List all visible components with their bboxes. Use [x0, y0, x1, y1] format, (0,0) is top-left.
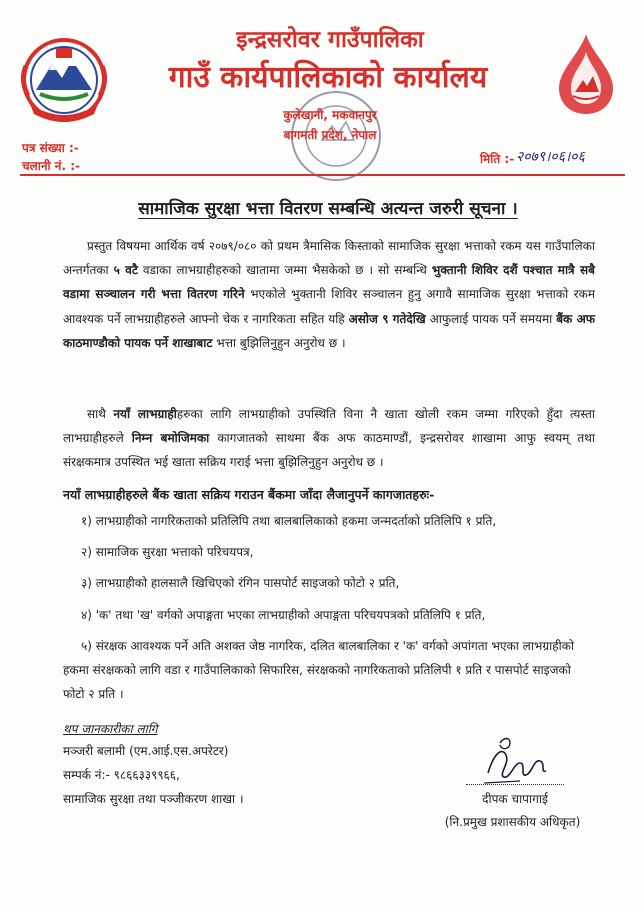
office-name: गाउँ कार्यपालिकाको कार्यालय [168, 60, 488, 95]
notice-paragraph-2: साथै नयाँ लाभग्राहीहरुका लागि लाभग्राहीको उपस्थिति विना नै खाता खोली रकम जम्मा गरिएको हुँदा त्यस्ता लाभग्राहीहरुले निम्न बमोजिमका कागजातको साथमा बैंक अफ काठमाण्डौं, इन्द्रसरोवर शाखामा आफु स्वयम् तथा संरक्षकमात्र उपस्थित भई खाता सक्रिय गराई भत्ता बुझिलिनुहुन अनुरोध छ । [63, 407, 596, 470]
list-item: ५) संरक्षक आवश्यक पर्ने अति अशक्त जेष्ठ नागरिक, दलित बालबालिका र 'क' वर्गको अपांगता भएका लाभग्राहीको हकमा संरक्षकको लागि वडा र गाउँपालिकाको सिफारिस, संरक्षकको नागरिकताको प्रतिलिपी १ प्रति र पासपोर्ट साइजको फोटो २ प्रति । [63, 638, 575, 702]
notice-title: सामाजिक सुरक्षा भत्ता वितरण सम्बन्धि अत्यन्त जरुरी सूचना । [138, 199, 518, 219]
letter-number-label: पत्र संख्या :- [22, 141, 79, 155]
documents-heading: नयाँ लाभग्राहीहरुले बैंक खाता सक्रिय गराउन बैंकमा जाँदा लैजानुपर्ने कागजातहरुः- [63, 487, 435, 502]
dispatch-number-label: चलानी नं. :- [22, 159, 80, 173]
notice-paragraph-1: प्रस्तुत विषयमा आर्थिक वर्ष २०७९/०८० को प्रथम त्रैमासिक किस्ताको सामाजिक सुरक्षा भत्ताको रकम यस गाउँपालिका अन्तर्गतका ५ वटै वडाका लाभग्राहीहरुको खातामा जम्मा भैसकेको छ । सो सम्बन्धि भुक्तानी शिविर दशैं पश्चात मात्रै सबै वडामा सञ्चालन गरी भत्ता वितरण गरिने भएकोले भुक्तानी शिविर सञ्चालन हुनु अगावै सामाजिक सुरक्षा भत्ताको रकम आवश्यक पर्ने लाभग्राहीहरुले आफ्नो चेक र नागरिकता सहित यहि असोज ९ गतेदेखि आफुलाई पायक पर्ने समयमा बैंक अफ काठमाण्डौको पायक पर्ने शाखाबाट भत्ता बुझिलिनुहुन अनुरोध छ । [63, 239, 595, 350]
date-label: मिति :- [480, 152, 515, 166]
date-value: २०७९।०६।०६ [516, 149, 585, 165]
signature-icon [480, 733, 552, 791]
contact-phone: सम्पर्क नं:- ९८६६३३९९६६, [63, 768, 180, 782]
list-item: ३) लाभग्राहीको हालसालै खिचिएको रंगिन पासपोर्ट साइजको फोटो २ प्रति, [81, 576, 400, 591]
list-item: १) लाभग्राहीको नागरिकताको प्रतिलिपि तथा बालबालिकाको हकमा जन्मदर्ताको प्रतिलिपि १ प्रति, [81, 514, 497, 528]
government-emblem-icon [16, 30, 112, 126]
address-line-2: बागमती प्रदेश, नेपाल [283, 128, 377, 142]
list-item: ४) 'क' तथा 'ख' वर्गको अपाङ्गता भएका लाभग्राहीको अपाङ्गता परिचयपत्रको प्रतिलिपि १ प्रति, [81, 607, 486, 622]
contact-name: मञ्जरी बलामी (एम.आई.एस.अपरेटर) [63, 744, 229, 758]
signatory-title: (नि.प्रमुख प्रशासकीय अधिकृत) [444, 815, 581, 829]
address-line-1: कुलेखानी, मकवानपुर [283, 108, 377, 122]
contact-heading: थप जानकारीका लागि [63, 722, 158, 736]
municipality-logo-icon [553, 32, 619, 116]
contact-section: सामाजिक सुरक्षा तथा पञ्जीकरण शाखा । [63, 792, 244, 806]
signatory-name: दीपक चापागाई [482, 792, 548, 806]
documents-list [63, 509, 595, 713]
letterhead-divider [20, 174, 625, 176]
municipality-name: इन्द्रसरोवर गाउँपालिका [236, 27, 424, 53]
signature-line [466, 784, 564, 785]
list-item: २) सामाजिक सुरक्षा भत्ताको परिचयपत्र, [81, 545, 254, 560]
